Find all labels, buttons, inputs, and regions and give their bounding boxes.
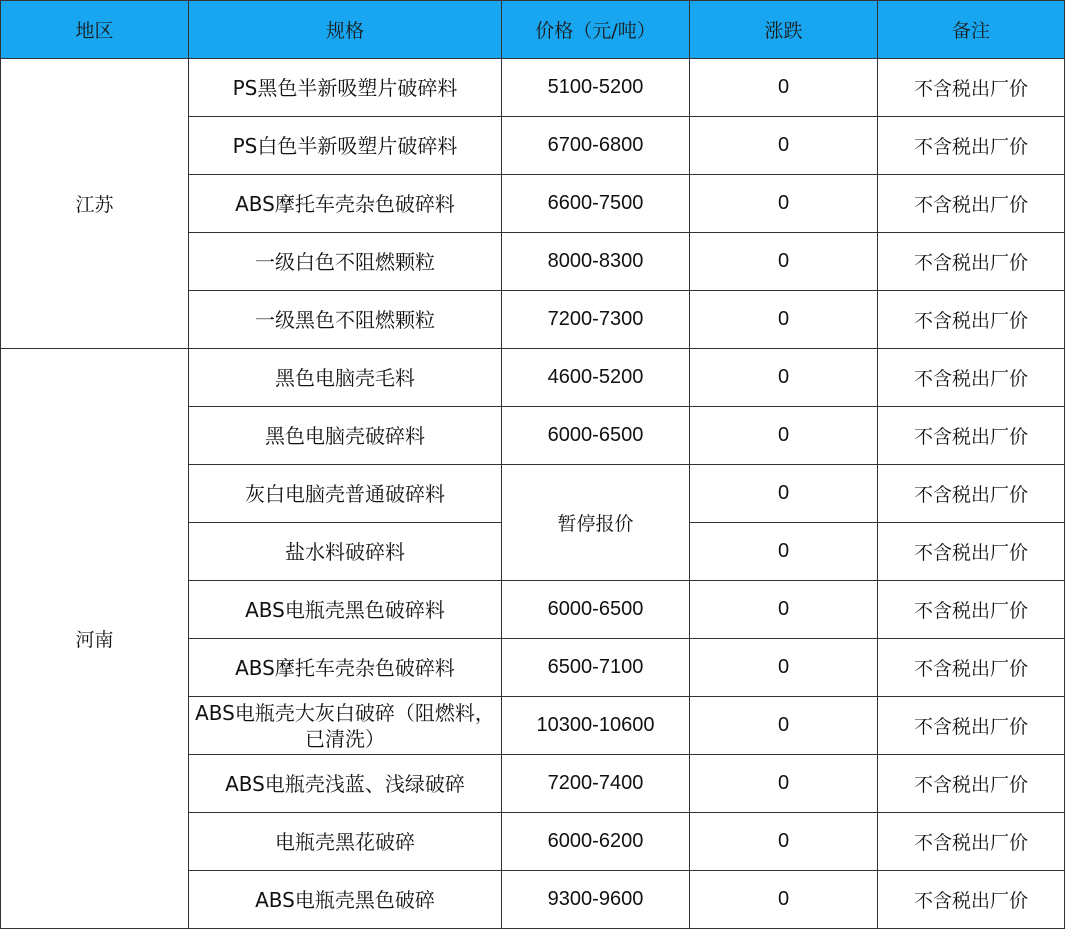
- note-cell: 不含税出厂价: [878, 349, 1065, 407]
- price-cell: 7200-7400: [502, 755, 690, 813]
- note-cell: 不含税出厂价: [878, 175, 1065, 233]
- table-body: [1, 59, 1065, 929]
- price-cell: 6000-6500: [502, 407, 690, 465]
- change-cell: 0: [690, 465, 878, 523]
- spec-cell: 一级白色不阻燃颗粒: [189, 233, 502, 291]
- spec-cell: 黑色电脑壳毛料: [189, 349, 502, 407]
- change-cell: 0: [690, 871, 878, 929]
- note-cell: 不含税出厂价: [878, 639, 1065, 697]
- table-header: [1, 1, 1065, 59]
- header-region: 地区: [1, 1, 189, 59]
- spec-cell: PS黑色半新吸塑片破碎料: [189, 59, 502, 117]
- change-cell: 0: [690, 581, 878, 639]
- change-cell: 0: [690, 59, 878, 117]
- note-cell: 不含税出厂价: [878, 233, 1065, 291]
- change-cell: 0: [690, 117, 878, 175]
- header-change: 涨跌: [690, 1, 878, 59]
- spec-cell: ABS摩托车壳杂色破碎料: [189, 639, 502, 697]
- region-cell-henan: 河南: [1, 349, 189, 929]
- note-cell: 不含税出厂价: [878, 813, 1065, 871]
- note-cell: 不含税出厂价: [878, 59, 1065, 117]
- spec-cell: 灰白电脑壳普通破碎料: [189, 465, 502, 523]
- change-cell: 0: [690, 407, 878, 465]
- price-cell: 6600-7500: [502, 175, 690, 233]
- change-cell: 0: [690, 639, 878, 697]
- change-cell: 0: [690, 175, 878, 233]
- spec-cell: 电瓶壳黑花破碎: [189, 813, 502, 871]
- spec-cell: ABS电瓶壳黑色破碎料: [189, 581, 502, 639]
- price-cell: 9300-9600: [502, 871, 690, 929]
- table-row: [1, 59, 1065, 117]
- header-price: 价格（元/吨）: [502, 1, 690, 59]
- spec-cell: 黑色电脑壳破碎料: [189, 407, 502, 465]
- note-cell: 不含税出厂价: [878, 523, 1065, 581]
- note-cell: 不含税出厂价: [878, 755, 1065, 813]
- header-note: 备注: [878, 1, 1065, 59]
- change-cell: 0: [690, 349, 878, 407]
- change-cell: 0: [690, 291, 878, 349]
- spec-cell: 一级黑色不阻燃颗粒: [189, 291, 502, 349]
- note-cell: 不含税出厂价: [878, 117, 1065, 175]
- note-cell: 不含税出厂价: [878, 291, 1065, 349]
- spec-cell: PS白色半新吸塑片破碎料: [189, 117, 502, 175]
- price-cell: 7200-7300: [502, 291, 690, 349]
- change-cell: 0: [690, 755, 878, 813]
- change-cell: 0: [690, 813, 878, 871]
- note-cell: 不含税出厂价: [878, 407, 1065, 465]
- spec-cell: ABS电瓶壳黑色破碎: [189, 871, 502, 929]
- change-cell: 0: [690, 523, 878, 581]
- change-cell: 0: [690, 233, 878, 291]
- note-cell: 不含税出厂价: [878, 871, 1065, 929]
- spec-cell: ABS电瓶壳浅蓝、浅绿破碎: [189, 755, 502, 813]
- note-cell: 不含税出厂价: [878, 697, 1065, 755]
- note-cell: 不含税出厂价: [878, 465, 1065, 523]
- change-cell: 0: [690, 697, 878, 755]
- header-spec: 规格: [189, 1, 502, 59]
- price-cell: 10300-10600: [502, 697, 690, 755]
- spec-cell: ABS摩托车壳杂色破碎料: [189, 175, 502, 233]
- spec-cell: 盐水料破碎料: [189, 523, 502, 581]
- price-cell: 6000-6200: [502, 813, 690, 871]
- region-cell-jiangsu: 江苏: [1, 59, 189, 349]
- spec-cell: ABS电瓶壳大灰白破碎（阻燃料，已清洗）: [189, 697, 502, 755]
- table-row: [1, 349, 1065, 407]
- price-cell: 6000-6500: [502, 581, 690, 639]
- price-cell-suspended: 暂停报价: [502, 465, 690, 581]
- price-cell: 6700-6800: [502, 117, 690, 175]
- price-cell: 5100-5200: [502, 59, 690, 117]
- price-cell: 4600-5200: [502, 349, 690, 407]
- price-cell: 8000-8300: [502, 233, 690, 291]
- header-row: [1, 1, 1065, 59]
- note-cell: 不含税出厂价: [878, 581, 1065, 639]
- price-cell: 6500-7100: [502, 639, 690, 697]
